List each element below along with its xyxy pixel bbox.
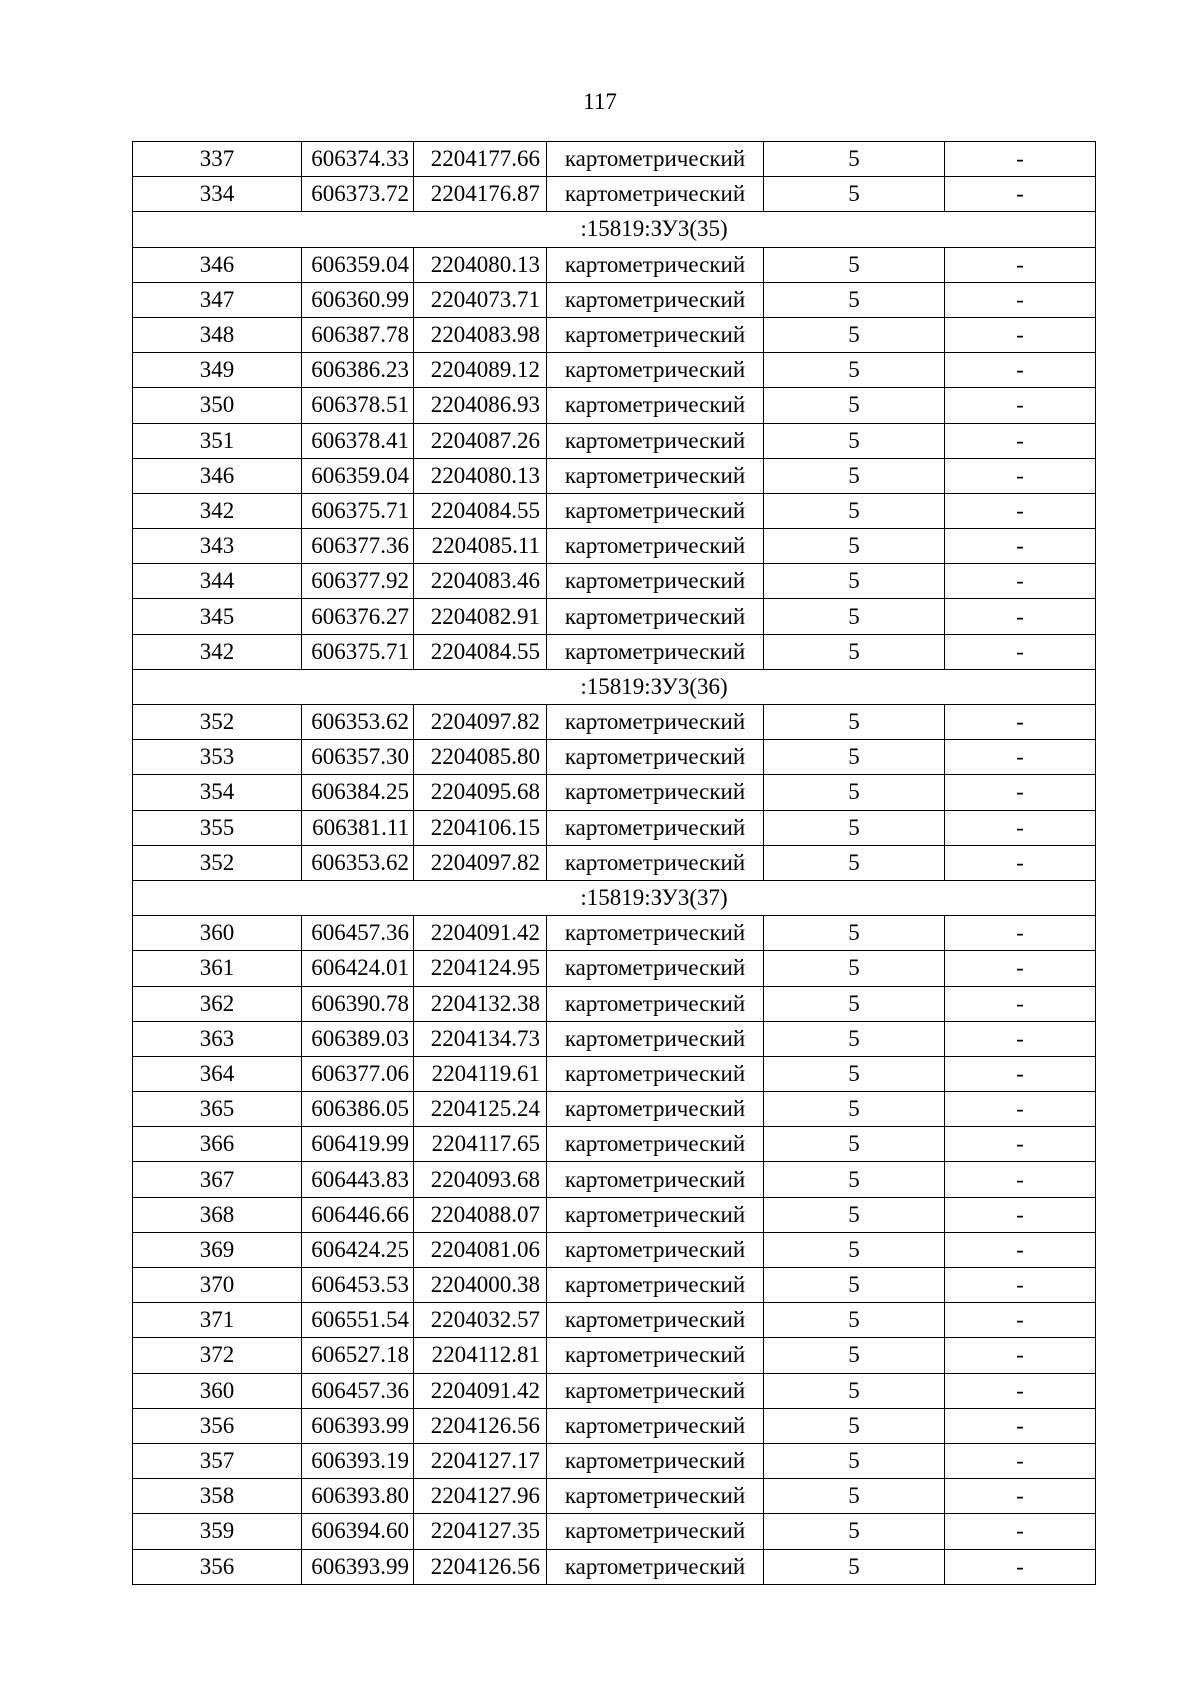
method-cell: картометрический bbox=[547, 1197, 764, 1232]
point-number-cell: 355 bbox=[133, 810, 302, 845]
table-row bbox=[133, 493, 1096, 528]
method-cell: картометрический bbox=[547, 529, 764, 564]
table-row bbox=[133, 1338, 1096, 1373]
description-cell: - bbox=[945, 282, 1096, 317]
accuracy-cell: 5 bbox=[764, 317, 945, 352]
table-row bbox=[133, 1197, 1096, 1232]
method-cell: картометрический bbox=[547, 282, 764, 317]
section-title: :15819:ЗУ3(35) bbox=[133, 212, 1096, 247]
accuracy-cell: 5 bbox=[764, 1303, 945, 1338]
y-coordinate-cell: 2204084.55 bbox=[414, 634, 547, 669]
accuracy-cell: 5 bbox=[764, 1373, 945, 1408]
accuracy-cell: 5 bbox=[764, 705, 945, 740]
y-coordinate-cell: 2204112.81 bbox=[414, 1338, 547, 1373]
description-cell: - bbox=[945, 1549, 1096, 1584]
point-number-cell: 360 bbox=[133, 916, 302, 951]
accuracy-cell: 5 bbox=[764, 493, 945, 528]
y-coordinate-cell: 2204082.91 bbox=[414, 599, 547, 634]
x-coordinate-cell: 606387.78 bbox=[302, 317, 414, 352]
accuracy-cell: 5 bbox=[764, 1197, 945, 1232]
accuracy-cell: 5 bbox=[764, 1232, 945, 1267]
method-cell: картометрический bbox=[547, 493, 764, 528]
table-row bbox=[133, 1056, 1096, 1091]
table-row bbox=[133, 951, 1096, 986]
table-row bbox=[133, 423, 1096, 458]
y-coordinate-cell: 2204132.38 bbox=[414, 986, 547, 1021]
table-row bbox=[133, 1232, 1096, 1267]
description-cell: - bbox=[945, 1268, 1096, 1303]
y-coordinate-cell: 2204097.82 bbox=[414, 705, 547, 740]
y-coordinate-cell: 2204106.15 bbox=[414, 810, 547, 845]
point-number-cell: 352 bbox=[133, 705, 302, 740]
method-cell: картометрический bbox=[547, 951, 764, 986]
point-number-cell: 345 bbox=[133, 599, 302, 634]
description-cell: - bbox=[945, 1197, 1096, 1232]
x-coordinate-cell: 606376.27 bbox=[302, 599, 414, 634]
x-coordinate-cell: 606551.54 bbox=[302, 1303, 414, 1338]
description-cell: - bbox=[945, 775, 1096, 810]
description-cell: - bbox=[945, 599, 1096, 634]
accuracy-cell: 5 bbox=[764, 1021, 945, 1056]
method-cell: картометрический bbox=[547, 1268, 764, 1303]
y-coordinate-cell: 2204080.13 bbox=[414, 247, 547, 282]
accuracy-cell: 5 bbox=[764, 599, 945, 634]
table-row bbox=[133, 845, 1096, 880]
description-cell: - bbox=[945, 529, 1096, 564]
method-cell: картометрический bbox=[547, 775, 764, 810]
x-coordinate-cell: 606393.99 bbox=[302, 1408, 414, 1443]
x-coordinate-cell: 606446.66 bbox=[302, 1197, 414, 1232]
method-cell: картометрический bbox=[547, 1127, 764, 1162]
method-cell: картометрический bbox=[547, 142, 764, 177]
point-number-cell: 346 bbox=[133, 247, 302, 282]
point-number-cell: 352 bbox=[133, 845, 302, 880]
method-cell: картометрический bbox=[547, 1056, 764, 1091]
point-number-cell: 362 bbox=[133, 986, 302, 1021]
point-number-cell: 367 bbox=[133, 1162, 302, 1197]
y-coordinate-cell: 2204085.80 bbox=[414, 740, 547, 775]
y-coordinate-cell: 2204073.71 bbox=[414, 282, 547, 317]
y-coordinate-cell: 2204095.68 bbox=[414, 775, 547, 810]
table-row bbox=[133, 177, 1096, 212]
method-cell: картометрический bbox=[547, 458, 764, 493]
point-number-cell: 364 bbox=[133, 1056, 302, 1091]
method-cell: картометрический bbox=[547, 986, 764, 1021]
description-cell: - bbox=[945, 564, 1096, 599]
table-row bbox=[133, 1514, 1096, 1549]
method-cell: картометрический bbox=[547, 1303, 764, 1338]
description-cell: - bbox=[945, 634, 1096, 669]
coordinates-table bbox=[132, 141, 1096, 1585]
accuracy-cell: 5 bbox=[764, 529, 945, 564]
point-number-cell: 356 bbox=[133, 1408, 302, 1443]
table-row bbox=[133, 986, 1096, 1021]
y-coordinate-cell: 2204081.06 bbox=[414, 1232, 547, 1267]
y-coordinate-cell: 2204126.56 bbox=[414, 1408, 547, 1443]
description-cell: - bbox=[945, 493, 1096, 528]
table-row bbox=[133, 1549, 1096, 1584]
point-number-cell: 353 bbox=[133, 740, 302, 775]
description-cell: - bbox=[945, 740, 1096, 775]
y-coordinate-cell: 2204127.96 bbox=[414, 1479, 547, 1514]
point-number-cell: 368 bbox=[133, 1197, 302, 1232]
x-coordinate-cell: 606443.83 bbox=[302, 1162, 414, 1197]
method-cell: картометрический bbox=[547, 1021, 764, 1056]
table-row bbox=[133, 282, 1096, 317]
x-coordinate-cell: 606527.18 bbox=[302, 1338, 414, 1373]
x-coordinate-cell: 606384.25 bbox=[302, 775, 414, 810]
table-row bbox=[133, 634, 1096, 669]
description-cell: - bbox=[945, 845, 1096, 880]
description-cell: - bbox=[945, 951, 1096, 986]
point-number-cell: 350 bbox=[133, 388, 302, 423]
section-header-row bbox=[133, 880, 1096, 915]
x-coordinate-cell: 606374.33 bbox=[302, 142, 414, 177]
point-number-cell: 365 bbox=[133, 1092, 302, 1127]
table-row bbox=[133, 564, 1096, 599]
accuracy-cell: 5 bbox=[764, 1127, 945, 1162]
description-cell: - bbox=[945, 142, 1096, 177]
y-coordinate-cell: 2204086.93 bbox=[414, 388, 547, 423]
method-cell: картометрический bbox=[547, 317, 764, 352]
y-coordinate-cell: 2204088.07 bbox=[414, 1197, 547, 1232]
accuracy-cell: 5 bbox=[764, 423, 945, 458]
table-row bbox=[133, 775, 1096, 810]
y-coordinate-cell: 2204085.11 bbox=[414, 529, 547, 564]
section-title: :15819:ЗУ3(36) bbox=[133, 669, 1096, 704]
method-cell: картометрический bbox=[547, 564, 764, 599]
description-cell: - bbox=[945, 986, 1096, 1021]
y-coordinate-cell: 2204032.57 bbox=[414, 1303, 547, 1338]
accuracy-cell: 5 bbox=[764, 1443, 945, 1478]
y-coordinate-cell: 2204084.55 bbox=[414, 493, 547, 528]
accuracy-cell: 5 bbox=[764, 1162, 945, 1197]
y-coordinate-cell: 2204124.95 bbox=[414, 951, 547, 986]
point-number-cell: 361 bbox=[133, 951, 302, 986]
accuracy-cell: 5 bbox=[764, 1338, 945, 1373]
point-number-cell: 342 bbox=[133, 493, 302, 528]
description-cell: - bbox=[945, 388, 1096, 423]
accuracy-cell: 5 bbox=[764, 1408, 945, 1443]
x-coordinate-cell: 606360.99 bbox=[302, 282, 414, 317]
y-coordinate-cell: 2204097.82 bbox=[414, 845, 547, 880]
accuracy-cell: 5 bbox=[764, 1268, 945, 1303]
x-coordinate-cell: 606419.99 bbox=[302, 1127, 414, 1162]
point-number-cell: 354 bbox=[133, 775, 302, 810]
table-row bbox=[133, 388, 1096, 423]
table-row bbox=[133, 142, 1096, 177]
accuracy-cell: 5 bbox=[764, 951, 945, 986]
table-row bbox=[133, 705, 1096, 740]
table-row bbox=[133, 1127, 1096, 1162]
method-cell: картометрический bbox=[547, 1408, 764, 1443]
accuracy-cell: 5 bbox=[764, 1479, 945, 1514]
x-coordinate-cell: 606353.62 bbox=[302, 845, 414, 880]
description-cell: - bbox=[945, 1021, 1096, 1056]
description-cell: - bbox=[945, 458, 1096, 493]
method-cell: картометрический bbox=[547, 599, 764, 634]
description-cell: - bbox=[945, 1479, 1096, 1514]
point-number-cell: 357 bbox=[133, 1443, 302, 1478]
method-cell: картометрический bbox=[547, 1514, 764, 1549]
point-number-cell: 372 bbox=[133, 1338, 302, 1373]
accuracy-cell: 5 bbox=[764, 142, 945, 177]
y-coordinate-cell: 2204091.42 bbox=[414, 1373, 547, 1408]
section-header-row bbox=[133, 669, 1096, 704]
description-cell: - bbox=[945, 1092, 1096, 1127]
description-cell: - bbox=[945, 353, 1096, 388]
x-coordinate-cell: 606457.36 bbox=[302, 1373, 414, 1408]
description-cell: - bbox=[945, 423, 1096, 458]
table-row bbox=[133, 1408, 1096, 1443]
description-cell: - bbox=[945, 1408, 1096, 1443]
table-row bbox=[133, 916, 1096, 951]
x-coordinate-cell: 606390.78 bbox=[302, 986, 414, 1021]
method-cell: картометрический bbox=[547, 810, 764, 845]
x-coordinate-cell: 606386.05 bbox=[302, 1092, 414, 1127]
page-number: 117 bbox=[583, 89, 617, 114]
x-coordinate-cell: 606453.53 bbox=[302, 1268, 414, 1303]
description-cell: - bbox=[945, 1056, 1096, 1091]
y-coordinate-cell: 2204091.42 bbox=[414, 916, 547, 951]
x-coordinate-cell: 606377.06 bbox=[302, 1056, 414, 1091]
y-coordinate-cell: 2204083.98 bbox=[414, 317, 547, 352]
point-number-cell: 347 bbox=[133, 282, 302, 317]
description-cell: - bbox=[945, 1338, 1096, 1373]
point-number-cell: 337 bbox=[133, 142, 302, 177]
accuracy-cell: 5 bbox=[764, 282, 945, 317]
description-cell: - bbox=[945, 177, 1096, 212]
description-cell: - bbox=[945, 1373, 1096, 1408]
x-coordinate-cell: 606389.03 bbox=[302, 1021, 414, 1056]
y-coordinate-cell: 2204080.13 bbox=[414, 458, 547, 493]
point-number-cell: 348 bbox=[133, 317, 302, 352]
accuracy-cell: 5 bbox=[764, 634, 945, 669]
method-cell: картометрический bbox=[547, 388, 764, 423]
accuracy-cell: 5 bbox=[764, 353, 945, 388]
description-cell: - bbox=[945, 916, 1096, 951]
table-row bbox=[133, 529, 1096, 564]
x-coordinate-cell: 606375.71 bbox=[302, 493, 414, 528]
y-coordinate-cell: 2204117.65 bbox=[414, 1127, 547, 1162]
x-coordinate-cell: 606359.04 bbox=[302, 247, 414, 282]
section-header-row bbox=[133, 212, 1096, 247]
table-row bbox=[133, 317, 1096, 352]
table-body bbox=[133, 142, 1096, 1585]
accuracy-cell: 5 bbox=[764, 177, 945, 212]
point-number-cell: 371 bbox=[133, 1303, 302, 1338]
y-coordinate-cell: 2204093.68 bbox=[414, 1162, 547, 1197]
table-row bbox=[133, 810, 1096, 845]
accuracy-cell: 5 bbox=[764, 458, 945, 493]
point-number-cell: 344 bbox=[133, 564, 302, 599]
table-row bbox=[133, 599, 1096, 634]
point-number-cell: 360 bbox=[133, 1373, 302, 1408]
method-cell: картометрический bbox=[547, 740, 764, 775]
method-cell: картометрический bbox=[547, 177, 764, 212]
x-coordinate-cell: 606393.80 bbox=[302, 1479, 414, 1514]
point-number-cell: 358 bbox=[133, 1479, 302, 1514]
table-row bbox=[133, 1479, 1096, 1514]
accuracy-cell: 5 bbox=[764, 1549, 945, 1584]
point-number-cell: 343 bbox=[133, 529, 302, 564]
x-coordinate-cell: 606424.01 bbox=[302, 951, 414, 986]
point-number-cell: 351 bbox=[133, 423, 302, 458]
table-row bbox=[133, 247, 1096, 282]
table-row bbox=[133, 1373, 1096, 1408]
x-coordinate-cell: 606373.72 bbox=[302, 177, 414, 212]
method-cell: картометрический bbox=[547, 634, 764, 669]
accuracy-cell: 5 bbox=[764, 1092, 945, 1127]
description-cell: - bbox=[945, 1303, 1096, 1338]
method-cell: картометрический bbox=[547, 1479, 764, 1514]
accuracy-cell: 5 bbox=[764, 247, 945, 282]
y-coordinate-cell: 2204125.24 bbox=[414, 1092, 547, 1127]
x-coordinate-cell: 606424.25 bbox=[302, 1232, 414, 1267]
method-cell: картометрический bbox=[547, 423, 764, 458]
accuracy-cell: 5 bbox=[764, 986, 945, 1021]
x-coordinate-cell: 606377.92 bbox=[302, 564, 414, 599]
point-number-cell: 346 bbox=[133, 458, 302, 493]
accuracy-cell: 5 bbox=[764, 810, 945, 845]
y-coordinate-cell: 2204176.87 bbox=[414, 177, 547, 212]
point-number-cell: 359 bbox=[133, 1514, 302, 1549]
table-row bbox=[133, 1268, 1096, 1303]
x-coordinate-cell: 606393.99 bbox=[302, 1549, 414, 1584]
x-coordinate-cell: 606375.71 bbox=[302, 634, 414, 669]
table-row bbox=[133, 1021, 1096, 1056]
y-coordinate-cell: 2204083.46 bbox=[414, 564, 547, 599]
x-coordinate-cell: 606381.11 bbox=[302, 810, 414, 845]
section-title: :15819:ЗУ3(37) bbox=[133, 880, 1096, 915]
accuracy-cell: 5 bbox=[764, 775, 945, 810]
point-number-cell: 349 bbox=[133, 353, 302, 388]
description-cell: - bbox=[945, 810, 1096, 845]
x-coordinate-cell: 606357.30 bbox=[302, 740, 414, 775]
point-number-cell: 369 bbox=[133, 1232, 302, 1267]
description-cell: - bbox=[945, 1443, 1096, 1478]
x-coordinate-cell: 606386.23 bbox=[302, 353, 414, 388]
y-coordinate-cell: 2204127.35 bbox=[414, 1514, 547, 1549]
x-coordinate-cell: 606377.36 bbox=[302, 529, 414, 564]
method-cell: картометрический bbox=[547, 845, 764, 880]
y-coordinate-cell: 2204000.38 bbox=[414, 1268, 547, 1303]
y-coordinate-cell: 2204089.12 bbox=[414, 353, 547, 388]
point-number-cell: 334 bbox=[133, 177, 302, 212]
point-number-cell: 356 bbox=[133, 1549, 302, 1584]
description-cell: - bbox=[945, 317, 1096, 352]
description-cell: - bbox=[945, 1232, 1096, 1267]
x-coordinate-cell: 606353.62 bbox=[302, 705, 414, 740]
accuracy-cell: 5 bbox=[764, 740, 945, 775]
x-coordinate-cell: 606378.41 bbox=[302, 423, 414, 458]
description-cell: - bbox=[945, 247, 1096, 282]
y-coordinate-cell: 2204126.56 bbox=[414, 1549, 547, 1584]
method-cell: картометрический bbox=[547, 1092, 764, 1127]
method-cell: картометрический bbox=[547, 705, 764, 740]
table-row bbox=[133, 1443, 1096, 1478]
y-coordinate-cell: 2204134.73 bbox=[414, 1021, 547, 1056]
table-row bbox=[133, 353, 1096, 388]
x-coordinate-cell: 606359.04 bbox=[302, 458, 414, 493]
description-cell: - bbox=[945, 705, 1096, 740]
accuracy-cell: 5 bbox=[764, 916, 945, 951]
point-number-cell: 342 bbox=[133, 634, 302, 669]
accuracy-cell: 5 bbox=[764, 388, 945, 423]
method-cell: картометрический bbox=[547, 353, 764, 388]
method-cell: картометрический bbox=[547, 1232, 764, 1267]
x-coordinate-cell: 606457.36 bbox=[302, 916, 414, 951]
method-cell: картометрический bbox=[547, 247, 764, 282]
method-cell: картометрический bbox=[547, 1443, 764, 1478]
method-cell: картометрический bbox=[547, 916, 764, 951]
description-cell: - bbox=[945, 1127, 1096, 1162]
point-number-cell: 366 bbox=[133, 1127, 302, 1162]
method-cell: картометрический bbox=[547, 1162, 764, 1197]
accuracy-cell: 5 bbox=[764, 845, 945, 880]
description-cell: - bbox=[945, 1514, 1096, 1549]
y-coordinate-cell: 2204177.66 bbox=[414, 142, 547, 177]
table-row bbox=[133, 458, 1096, 493]
y-coordinate-cell: 2204087.26 bbox=[414, 423, 547, 458]
y-coordinate-cell: 2204127.17 bbox=[414, 1443, 547, 1478]
method-cell: картометрический bbox=[547, 1338, 764, 1373]
x-coordinate-cell: 606378.51 bbox=[302, 388, 414, 423]
accuracy-cell: 5 bbox=[764, 1056, 945, 1091]
point-number-cell: 370 bbox=[133, 1268, 302, 1303]
y-coordinate-cell: 2204119.61 bbox=[414, 1056, 547, 1091]
accuracy-cell: 5 bbox=[764, 564, 945, 599]
description-cell: - bbox=[945, 1162, 1096, 1197]
x-coordinate-cell: 606394.60 bbox=[302, 1514, 414, 1549]
table-row bbox=[133, 740, 1096, 775]
accuracy-cell: 5 bbox=[764, 1514, 945, 1549]
method-cell: картометрический bbox=[547, 1373, 764, 1408]
method-cell: картометрический bbox=[547, 1549, 764, 1584]
table-row bbox=[133, 1092, 1096, 1127]
point-number-cell: 363 bbox=[133, 1021, 302, 1056]
table-row bbox=[133, 1303, 1096, 1338]
x-coordinate-cell: 606393.19 bbox=[302, 1443, 414, 1478]
table-row bbox=[133, 1162, 1096, 1197]
